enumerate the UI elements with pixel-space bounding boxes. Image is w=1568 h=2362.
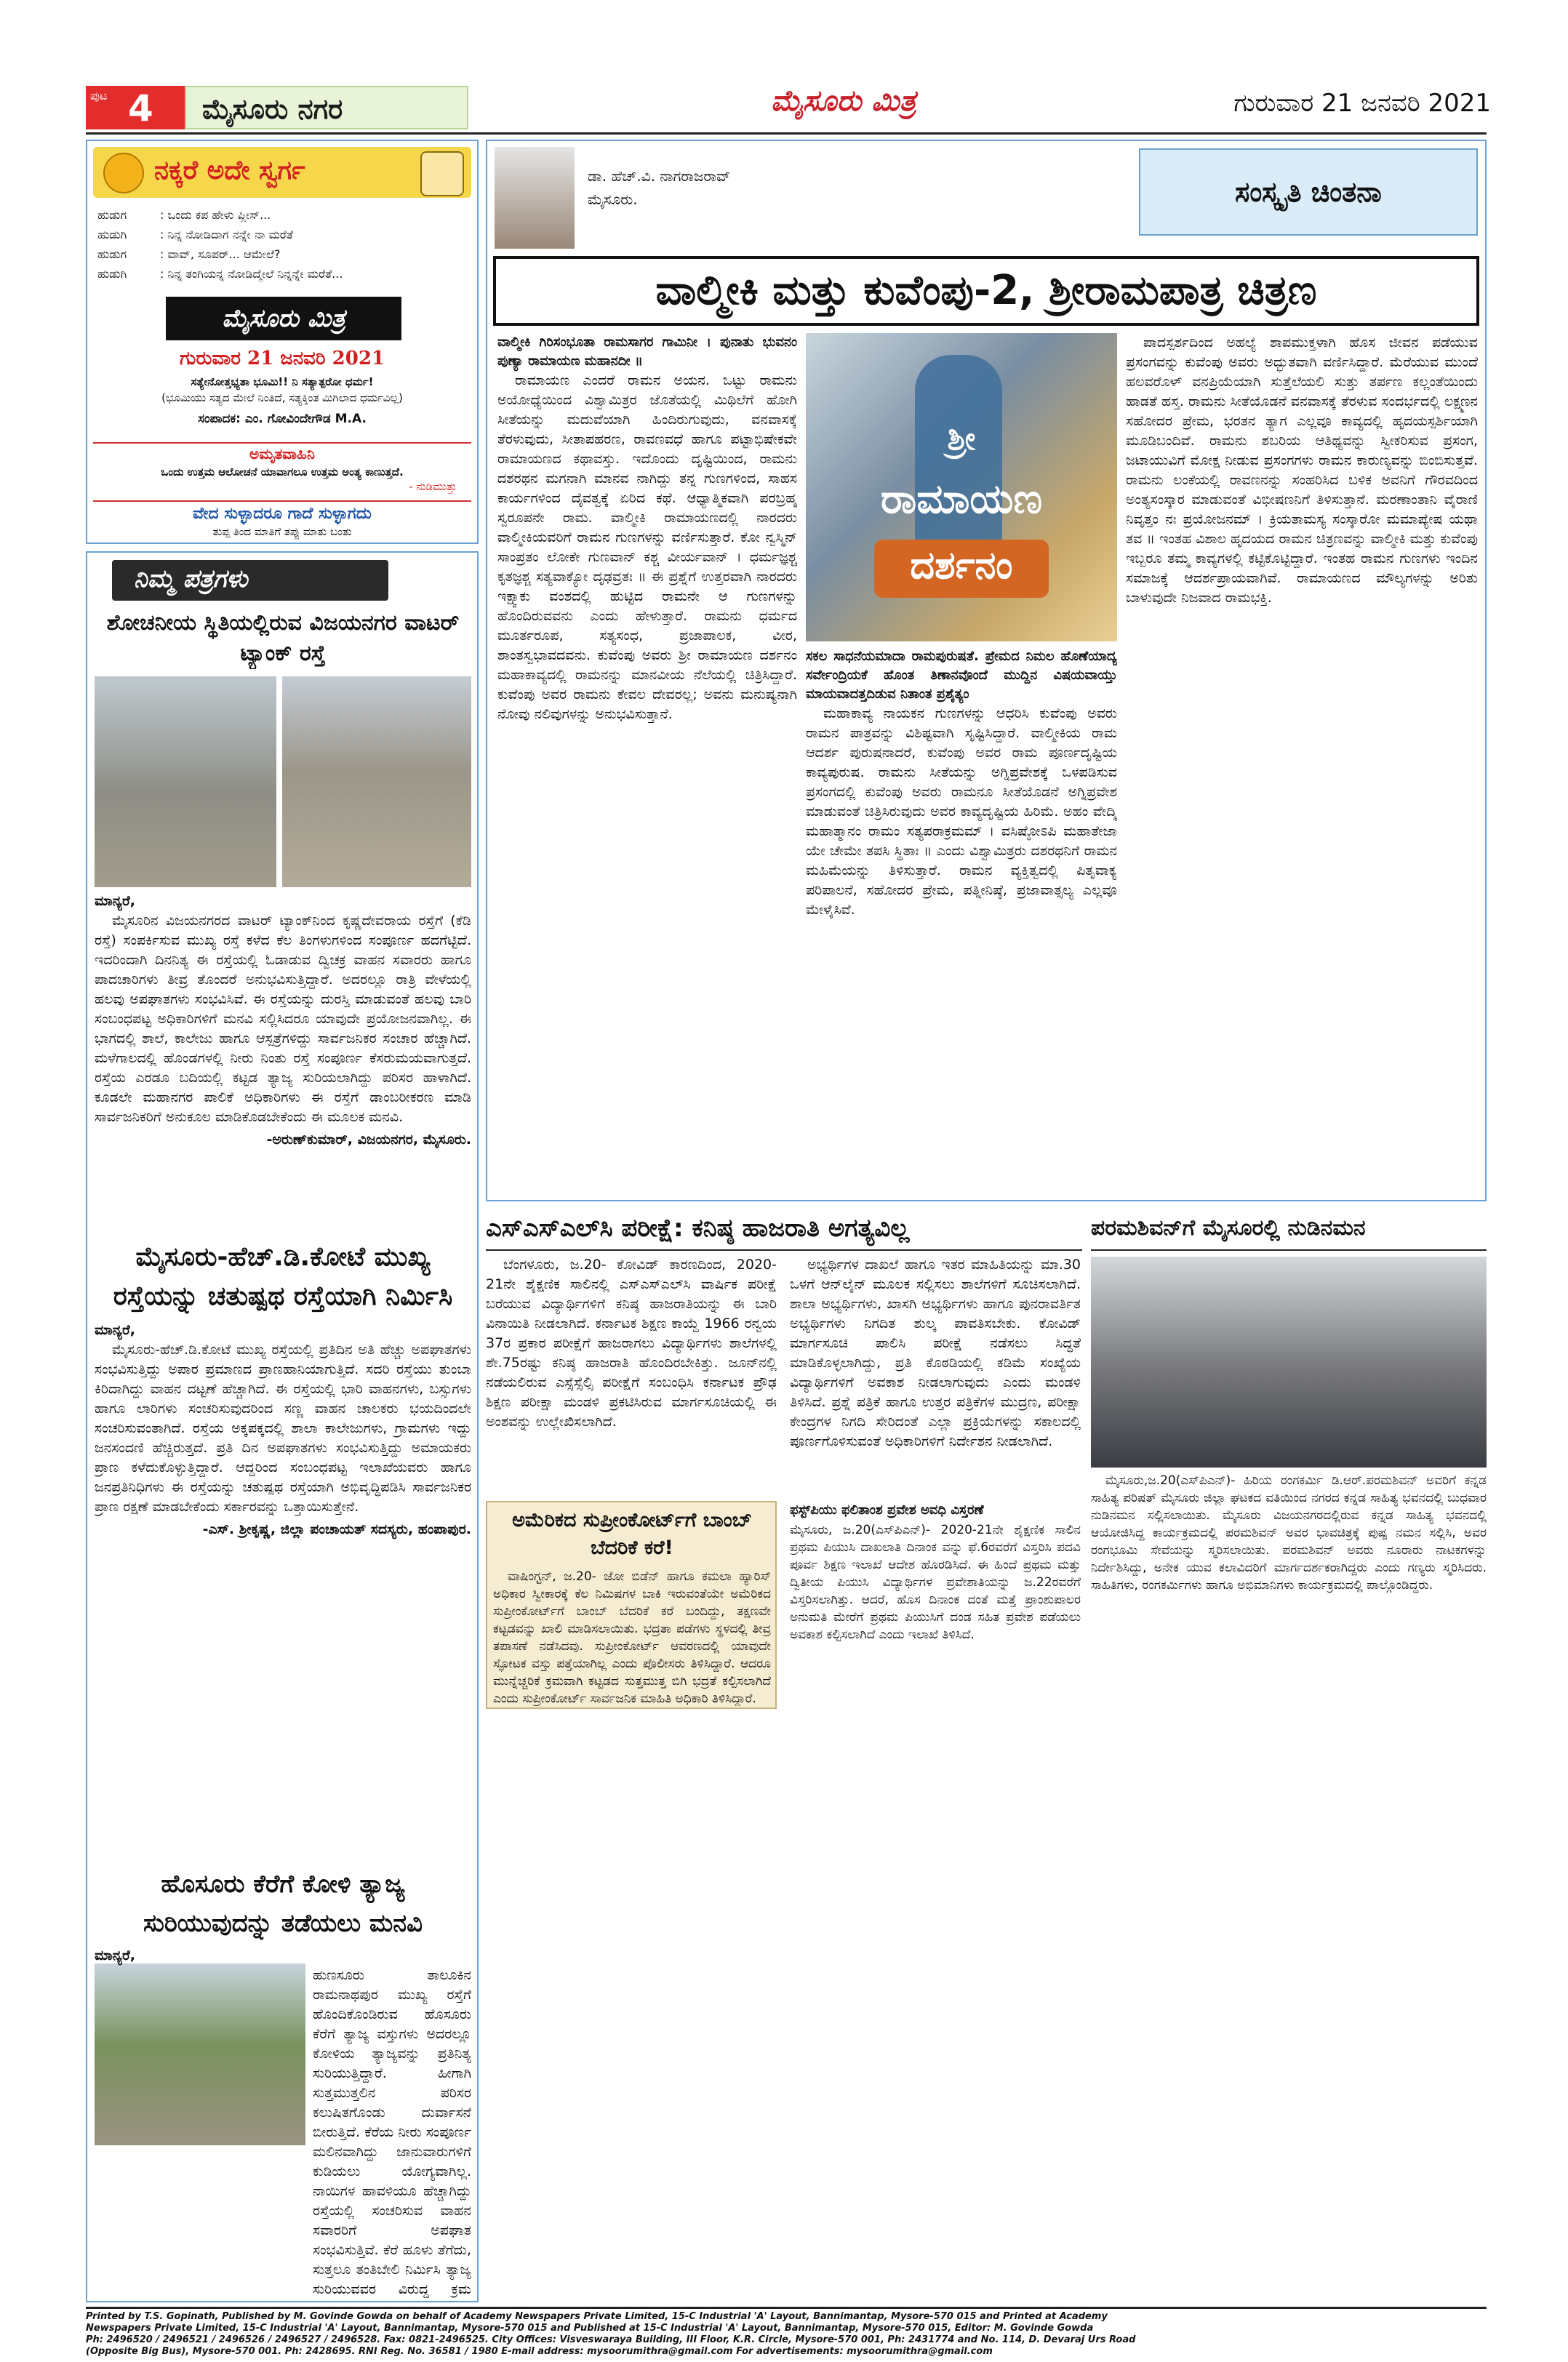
feature-col2: ಸಕಲ ಸಾಧನೆಯಮಾದಾ ರಾಮಪುರುಷತೆ. ಪ್ರೇಮದ ನಿಮಲ ಹೊಣೆಯಾದ್ಯ ಸರ್ವೇಂದ್ರಿಯಕೆ ಹೊಂತ ತಿಣಾನವೊಂದೆ ಮುದ್ದಿನ ವಿಷಯವಾಯ್ತು ಮಾಯವಾದತ್ತದಿಡುವ ನಿತಾಂತ ಪ್ರಶೈತ್ಯಂ ಮಹಾಕಾವ್ಯ ನಾಯಕನ ಗುಣಗಳನ್ನು ಆಧರಿಸಿ ಕುವೆಂಪು ಅವರು ರಾಮನ ಪಾತ್ರವನ್ನು ವಿಶಿಷ್ಟವಾಗಿ ಸೃಷ್ಟಿಸಿದ್ದಾರೆ. ವಾಲ್ಮೀಕಿಯ ರಾಮ ಆದರ್ಶ ಪುರುಷನಾದರೆ, ಕುವೆಂಪು ಅವರ ರಾಮ ಪೂರ್ಣದೃಷ್ಟಿಯ ಕಾವ್ಯಪುರುಷ. ರಾಮನು ಸೀತೆಯನ್ನು ಅಗ್ನಿಪ್ರವೇಶಕ್ಕೆ ಒಳಪಡಿಸುವ ಪ್ರಸಂಗದಲ್ಲಿ ಕುವೆಂಪು ಅವರು ರಾಮನೂ ಸೀತೆಯೊಡನೆ ಅಗ್ನಿಪ್ರವೇಶ ಮಾಡುವಂತೆ ಚಿತ್ರಿಸಿರುವುದು ಅವರ ಕಾವ್ಯದೃಷ್ಟಿಯ ಹಿರಿಮೆ. ಅಹಂ ವೇದ್ಮಿ ಮಹಾತ್ಮಾನಂ ರಾಮಂ ಸತ್ಯಪರಾಕ್ರಮಮ್ । ವಸಿಷ್ಠೋಽಪಿ ಮಹಾತೇಜಾ ಯೇ ಚೇಮೇ ತಪಸಿ ಸ್ಥಿತಾಃ ॥ ಎಂದು ವಿಶ್ವಾಮಿತ್ರರು ದಶರಥನಿಗೆ ರಾಮನ ಮಹಿಮೆಯನ್ನು ತಿಳಿಸುತ್ತಾರೆ. ರಾಮನ ವ್ಯಕ್ತಿತ್ವದಲ್ಲಿ ಪಿತೃವಾಕ್ಯ ಪರಿಪಾಲನೆ, ಸಹೋದರ ಪ್ರೇಮ, ಪತ್ನೀನಿಷ್ಠೆ, ಪ್ರಜಾವಾತ್ಸಲ್ಯ ಎಲ್ಲವೂ ಮೇಳೈಸಿವೆ. [806,649,1117,918]
section-tab [185,86,468,129]
letter1-title: ಶೋಚನೀಯ ಸ್ಥಿತಿಯಲ್ಲಿರುವ ವಿಜಯನಗರ ವಾಟರ್ ಟ್ಯಾಂಕ್ ರಸ್ತೆ [106,610,460,666]
masthead-logo [771,84,989,131]
letter2-body: ಮಾನ್ಯರೆ, ಮೈಸೂರು-ಹೆಚ್.ಡಿ.ಕೋಟೆ ಮುಖ್ಯ ರಸ್ತೆಯಲ್ಲಿ ಪ್ರತಿದಿನ ಅತಿ ಹೆಚ್ಚು ಅಪಘಾತಗಳು ಸಂಭವಿಸುತ್ತಿದ್ದು ಅಪಾರ ಪ್ರಮಾಣದ ಪ್ರಾಣಹಾನಿಯಾಗುತ್ತಿದೆ. ಸದರಿ ರಸ್ತೆಯು ತುಂಬಾ ಕಿರಿದಾಗಿದ್ದು ವಾಹನ ದಟ್ಟಣೆ ಹೆಚ್ಚಾಗಿದೆ. ಈ ರಸ್ತೆಯಲ್ಲಿ ಭಾರಿ ವಾಹನಗಳು, ಬಸ್ಸುಗಳು ಹಾಗೂ ಲಾರಿಗಳು ಸಂಚರಿಸುವುದರಿಂದ ಸಣ್ಣ ವಾಹನ ಚಾಲಕರು ಭಯದಿಂದಲೇ ಸಂಚರಿಸುವಂತಾಗಿದೆ. ರಸ್ತೆಯ ಅಕ್ಕಪಕ್ಕದಲ್ಲಿ ಶಾಲಾ ಕಾಲೇಜುಗಳು, ಗ್ರಾಮಗಳು ಇದ್ದು ಜನಸಂದಣಿ ಹೆಚ್ಚಿರುತ್ತದೆ. ಪ್ರತಿ ದಿನ ಅಪಘಾತಗಳು ಸಂಭವಿಸುತ್ತಿದ್ದು ಅಮಾಯಕರು ಪ್ರಾಣ ಕಳೆದುಕೊಳ್ಳುತ್ತಿದ್ದಾರೆ. ಆದ್ದರಿಂದ ಸಂಬಂಧಪಟ್ಟ ಇಲಾಖೆಯವರು ಹಾಗೂ ಜನಪ್ರತಿನಿಧಿಗಳು ಈ ರಸ್ತೆಯನ್ನು ಚತುಷ್ಪಥ ರಸ್ತೆಯಾಗಿ ಅಭಿವೃದ್ಧಿಪಡಿಸಿ ಸಾರ್ವಜನಿಕರ ಪ್ರಾಣ ರಕ್ಷಣೆ ಮಾಡಬೇಕೆಂದು ಸರ್ಕಾರವನ್ನು ಒತ್ತಾಯಿಸುತ್ತೇನೆ. -ಎಸ್. ಶ್ರೀಕೃಷ್ಣ, ಜಿಲ್ಲಾ ಪಂಚಾಯತ್ ಸದಸ್ಯರು, ಹಂಪಾಪುರ. [95,1322,471,1537]
author-photo [495,147,575,249]
page-number-box [86,86,185,129]
laughing-face-icon [103,153,144,193]
sslc-news [486,1207,1082,1709]
court-news-box [486,1501,777,1709]
page-number: 4 [128,87,153,129]
masthead-date [1200,89,1491,129]
letter2-title: ಮೈಸೂರು-ಹೆಚ್.ಡಿ.ಕೋಟೆ ಮುಖ್ಯ ರಸ್ತೆಯನ್ನು ಚತುಷ್ಪಥ ರಸ್ತೆಯಾಗಿ ನಿರ್ಮಿಸಿ [113,1242,453,1311]
date-text: ಗುರುವಾರ 21 ಜನವರಿ 2021 [1233,89,1491,118]
section-title: ಮೈಸೂರು ನಗರ [202,93,343,125]
footer-imprint: Printed by T.S. Gopinath, Published by M. Govinde Gowda on behalf of Academy Newspapers Private Limited, 15-C Industrial 'A' Layout, Bannimantap, Mysore-570 015 and Printed at Academy Newspapers Private Limited, 15-C Industrial 'A' Layout, Bannimantap, Mysore-570 015 and Published at 15-C Industrial 'A' Layout, Bannimantap, Mysore-570 015, Editor: M. Govinde Gowda Ph: 2496520 / 2496521 / 2496526 / 2496527 / 2496528. Fax: 0821-2496525. City Offices: Visveswaraya Building, III Floor, K.R. Circle, Mysore-570 001, Ph: 2431774 and No. 114, D. Devaraj Urs Road (Opposite Big Bus), Mysore-570 001. Ph: 2428695. RNI Reg. No. 36581 / 1980 E-mail address: mysoorumithra@gmail.com For advertisements: mysoorumithra@gmail.com [86,2311,1136,2357]
joke-list [97,205,470,292]
sslc-body-col2: ಅಭ್ಯರ್ಥಿಗಳ ದಾಖಲೆ ಹಾಗೂ ಇತರ ಮಾಹಿತಿಯನ್ನು ಮಾ.30 ಒಳಗೆ ಆನ್‌ಲೈನ್ ಮೂಲಕ ಸಲ್ಲಿಸಲು ಶಾಲೆಗಳಿಗೆ ಸೂಚಿಸಲಾಗಿದೆ. ಶಾಲಾ ಅಭ್ಯರ್ಥಿಗಳು, ಖಾಸಗಿ ಅಭ್ಯರ್ಥಿಗಳು ಹಾಗೂ ಪುನರಾವರ್ತಿತ ಅಭ್ಯರ್ಥಿಗಳು ನಿಗದಿತ ಶುಲ್ಕ ಪಾವತಿಸಬೇಕು. ಕೋವಿಡ್ ಮಾರ್ಗಸೂಚಿ ಪಾಲಿಸಿ ಪರೀಕ್ಷೆ ನಡೆಸಲು ಸಿದ್ಧತೆ ಮಾಡಿಕೊಳ್ಳಲಾಗಿದ್ದು, ಪ್ರತಿ ಕೊಠಡಿಯಲ್ಲಿ ಕಡಿಮೆ ಸಂಖ್ಯೆಯ ವಿದ್ಯಾರ್ಥಿಗಳಿಗೆ ಅವಕಾಶ ನೀಡಲಾಗುವುದು ಎಂದು ಮಂಡಳಿ ತಿಳಿಸಿದೆ. ಪ್ರಶ್ನೆ ಪತ್ರಿಕೆ ಹಾಗೂ ಉತ್ತರ ಪತ್ರಿಕೆಗಳ ಮುದ್ರಣ, ಪರೀಕ್ಷಾ ಕೇಂದ್ರಗಳ ನಿಗದಿ ಸೇರಿದಂತೆ ಎಲ್ಲಾ ಪ್ರಕ್ರಿಯೆಗಳನ್ನು ಸಕಾಲದಲ್ಲಿ ಪೂರ್ಣಗೊಳಿಸುವಂತೆ ಅಧಿಕಾರಿಗಳಿಗೆ ನಿರ್ದೇಶನ ನೀಡಲಾಗಿದೆ. [790,1257,1081,1449]
sslc-headline: ಎಸ್‌ಎಸ್‌ಎಲ್‌ಸಿ ಪರೀಕ್ಷೆ: ಕನಿಷ್ಠ ಹಾಜರಾತಿ ಅಗತ್ಯವಿಲ್ಲ [486,1207,1082,1251]
pu-body: ಮೈಸೂರು, ಜ.20(ಎಸ್‌ಪಿಎನ್)- 2020-21ನೇ ಶೈಕ್ಷಣಿಕ ಸಾಲಿನ ಪ್ರಥಮ ಪಿಯುಸಿ ದಾಖಲಾತಿ ದಿನಾಂಕ ವನ್ನು ಫೆ.6ರವರೆಗೆ ವಿಸ್ತರಿಸಿ ಪದವಿ ಪೂರ್ವ ಶಿಕ್ಷಣ ಇಲಾಖೆ ಆದೇಶ ಹೊರಡಿಸಿದೆ. ಈ ಹಿಂದೆ ಪ್ರಥಮ ಮತ್ತು ದ್ವಿತೀಯ ಪಿಯುಸಿ ವಿದ್ಯಾರ್ಥಿಗಳ ಪ್ರವೇಶಾತಿಯನ್ನು ಜ.22ರವರೆಗೆ ವಿಸ್ತರಿಸಲಾಗಿತ್ತು. ಆದರೆ, ಹೊಸ ದಿನಾಂಕ ದಂತೆ ಮತ್ತೆ ಪ್ರಾಂಶುಪಾಲರ ಅನುಮತಿ ಮೇರೆಗೆ ಪ್ರಥಮ ಪಿಯುಸಿಗೆ ದಂಡ ಸಹಿತ ಪ್ರವೇಶ ಪಡೆಯಲು ಅವಕಾಶ ಕಲ್ಪಿಸಲಾಗಿದೆ ಎಂದು ಇಲಾಖೆ ತಿಳಿಸಿದೆ. [790,1523,1081,1642]
humor-header [93,147,471,198]
masthead-rule [86,132,1487,135]
column-title-box: ಸಂಸ್ಕೃತಿ ಚಿಂತನಾ [1139,148,1478,236]
humor-box [86,140,479,544]
paper-logo-text: ಮೈಸೂರು ಮಿತ್ರ [771,84,916,118]
proverb-box: ವೇದ ಸುಳ್ಳಾದರೂ ಗಾದೆ ಸುಳ್ಳಾಗದು ತುಪ್ಪ ತಿಂದ ಮಾತಿಗೆ ತಪ್ಪು ಮಾತು ಬಂತು [193,505,372,538]
paramashivan-photo [1091,1257,1487,1468]
page-label: ಪುಟ [90,89,108,103]
joke-line: ಹುಡುಗಿ : ನಿನ್ನ ನೋಡಿದಾಗ ನನ್ನೇ ನಾ ಮರೆತೆ [97,228,294,241]
paramashivan-news [1091,1207,1487,1709]
letter1-photo-right [282,676,471,887]
letters-box [86,551,479,2302]
feature-col1: ವಾಲ್ಮೀಕಿ ಗಿರಿಸಂಭೂತಾ ರಾಮಸಾಗರ ಗಾಮಿನೀ । ಪುನಾತು ಭುವನಂ ಪುಣ್ಯಾ ರಾಮಾಯಣ ಮಹಾನದೀ ॥ ರಾಮಾಯಣ ಎಂದರೆ ರಾಮನ ಅಯನ. ಒಟ್ಟು ರಾಮನು ಅಯೋಧ್ಯೆಯಿಂದ ವಿಶ್ವಾಮಿತ್ರರ ಜೊತೆಯಲ್ಲಿ ಮಿಥಿಲೆಗೆ ಹೋಗಿ ಸೀತೆಯನ್ನು ಮದುವೆಯಾಗಿ ಹಿಂದಿರುಗುವುದು, ವನವಾಸಕ್ಕೆ ತೆರಳುವುದು, ಸೀತಾಪಹರಣ, ರಾವಣವಧೆ ಹಾಗೂ ಪಟ್ಟಾಭಿಷೇಕವೇ ರಾಮಾಯಣದ ಕಥಾವಸ್ತು. ಇದೊಂದು ದೃಷ್ಟಿಯಿಂದ, ರಾಮನು ದಶರಥನ ಮಗನಾಗಿ ಮಾನವ ನಾಗಿದ್ದು ತನ್ನ ಗುಣಗಳಿಂದ, ಸಾಹಸ ಕಾರ್ಯಗಳಿಂದ ದೈವತ್ವಕ್ಕೆ ಏರಿದ ಕಥೆ. ಆಧ್ಯಾತ್ಮಿಕವಾಗಿ ಪರಬ್ರಹ್ಮ ಸ್ವರೂಪನೇ ರಾಮ. ವಾಲ್ಮೀಕಿ ರಾಮಾಯಣದಲ್ಲಿ ನಾರದರು ವಾಲ್ಮೀಕಿಯವರಿಗೆ ರಾಮನ ಗುಣಗಳನ್ನು ವರ್ಣಿಸುತ್ತಾರೆ. ಕೋ ನ್ವಸ್ಮಿನ್ ಸಾಂಪ್ರತಂ ಲೋಕೇ ಗುಣವಾನ್ ಕಶ್ಚ ವೀರ್ಯವಾನ್ । ಧರ್ಮಜ್ಞಶ್ಚ ಕೃತಜ್ಞಶ್ಚ ಸತ್ಯವಾಕ್ಯೋ ದೃಢವ್ರತಃ ॥ ಈ ಪ್ರಶ್ನೆಗೆ ಉತ್ತರವಾಗಿ ನಾರದರು ಇಕ್ಷ್ವಾಕು ವಂಶದಲ್ಲಿ ಹುಟ್ಟಿದ ರಾಮನೇ ಆ ಗುಣಗಳನ್ನು ಹೊಂದಿರುವವನು ಎಂದು ಹೇಳುತ್ತಾರೆ. ರಾಮನು ಧರ್ಮದ ಮೂರ್ತರೂಪ, ಸತ್ಯಸಂಧ, ಪ್ರಜಾಪಾಲಕ, ವೀರ, ಶಾಂತಸ್ವಭಾವದವನು. ಕುವೆಂಪು ಅವರು ಶ್ರೀ ರಾಮಾಯಣ ದರ್ಶನಂ ಮಹಾಕಾವ್ಯದಲ್ಲಿ ರಾಮನನ್ನು ಮಾನವೀಯ ನೆಲೆಯಲ್ಲಿ ಚಿತ್ರಿಸಿದ್ದಾರೆ. ಕುವೆಂಪು ಅವರ ರಾಮನು ಕೇವಲ ದೇವರಲ್ಲ; ಅವನು ಮನುಷ್ಯನಾಗಿ ನೋವು ನಲಿವುಗಳನ್ನು ಅನುಭವಿಸುತ್ತಾನೆ. [497,335,797,722]
feature-headline: ವಾಲ್ಮೀಕಿ ಮತ್ತು ಕುವೆಂಪು-2, ಶ್ರೀರಾಮಪಾತ್ರ ಚಿತ್ರಣ [493,256,1479,326]
court-headline: ಅಮೆರಿಕದ ಸುಪ್ರೀಂಕೋರ್ಟ್‌ಗೆ ಬಾಂಬ್ ಬೆದರಿಕೆ ಕರೆ! [512,1509,752,1559]
letter1-photo-left [95,676,276,887]
humor-title: ನಕ್ಕರೆ ಅದೇ ಸ್ವರ್ಗ [154,156,305,185]
imprint-editor: ಸಂಪಾದಕ: ಎಂ. ಗೋವಿಂದೇಗೌಡ M.A. [198,412,367,426]
feature-box [486,140,1487,1201]
ramayana-image [806,333,1117,641]
amrutavahini-title: ಅಮೃತವಾಹಿನಿ [249,445,315,463]
image-title-3: ದರ್ಶನಂ [910,544,1013,588]
amrutavahini-box: ಅಮೃತವಾಹಿನಿ ಒಂದು ಉತ್ತಮ ಆಲೋಚನೆ ಯಾವಾಗಲೂ ಉತ್ತಮ ಅಂತ್ಯ ಕಾಣುತ್ತದೆ. - ನುಡಿಮುತ್ತು [93,442,471,502]
sslc-body-col1: ಬೆಂಗಳೂರು, ಜ.20- ಕೋವಿಡ್ ಕಾರಣದಿಂದ, 2020-21ನೇ ಶೈಕ್ಷಣಿಕ ಸಾಲಿನಲ್ಲಿ ಎಸ್‌ಎಸ್‌ಎಲ್‌ಸಿ ವಾರ್ಷಿಕ ಪರೀಕ್ಷೆ ಬರೆಯುವ ವಿದ್ಯಾರ್ಥಿಗಳಿಗೆ ಕನಿಷ್ಠ ಹಾಜರಾತಿಯನ್ನು ಈ ಬಾರಿ ವಿನಾಯಿತಿ ನೀಡಲಾಗಿದೆ. ಕರ್ನಾಟಕ ಶಿಕ್ಷಣ ಕಾಯ್ದೆ 1966 ರನ್ವಯ 37ರ ಪ್ರಕಾರ ಪರೀಕ್ಷೆಗೆ ಹಾಜರಾಗಲು ವಿದ್ಯಾರ್ಥಿಗಳು ಶಾಲೆಗಳಲ್ಲಿ ಶೇ.75ರಷ್ಟು ಕನಿಷ್ಠ ಹಾಜರಾತಿ ಹೊಂದಿರಬೇಕಿತ್ತು. ಜೂನ್‌ನಲ್ಲಿ ನಡೆಯಲಿರುವ ಎಸ್ಸೆಸ್ಸೆಲ್ಸಿ ಪರೀಕ್ಷೆಗೆ ಸಂಬಂಧಿಸಿ ಕರ್ನಾಟಕ ಪ್ರೌಢ ಶಿಕ್ಷಣ ಪರೀಕ್ಷಾ ಮಂಡಳಿ ಪ್ರಕಟಿಸಿರುವ ಮಾರ್ಗಸೂಚಿಯಲ್ಲಿ ಈ ಅಂಶವನ್ನು ಉಲ್ಲೇಖಿಸಲಾಗಿದೆ. [486,1257,777,1430]
footer-rule [86,2307,1487,2309]
image-title-2: ರಾಮಾಯಣ [880,476,1043,523]
feature-col3: ಪಾದಸ್ಪರ್ಶದಿಂದ ಅಹಲ್ಯೆ ಶಾಪಮುಕ್ತಳಾಗಿ ಹೊಸ ಜೀವನ ಪಡೆಯುವ ಪ್ರಸಂಗವನ್ನು ಕುವೆಂಪು ಅವರು ಅದ್ಭುತವಾಗಿ ವರ್ಣಿಸಿದ್ದಾರೆ. ಮೆರೆಯುವ ಮುಂದೆ ಹಲವರೊಳ್ ವನಪ್ರಿಯೆಯಾಗಿ ಸುತ್ತೆಲೆಯಲಿ ಸುತ್ತು ತರ್ಪಣ ಕಲ್ಲಂತೆಯಿಂದು ಹಾಡತೆ ಹಸ್ತ. ರಾಮನು ಸೀತೆಯೊಡನೆ ವನವಾಸಕ್ಕೆ ತೆರಳುವ ಸಂದರ್ಭದಲ್ಲಿ ಲಕ್ಷ್ಮಣನ ಸಹೋದರ ಪ್ರೇಮ, ಭರತನ ತ್ಯಾಗ ಎಲ್ಲವೂ ಕಾವ್ಯದಲ್ಲಿ ಹೃದಯಸ್ಪರ್ಶಿಯಾಗಿ ಮೂಡಿಬಂದಿವೆ. ರಾಮನು ಶಬರಿಯ ಆತಿಥ್ಯವನ್ನು ಸ್ವೀಕರಿಸುವ ಪ್ರಸಂಗ, ಜಟಾಯುವಿಗೆ ಮೋಕ್ಷ ನೀಡುವ ಪ್ರಸಂಗಗಳು ರಾಮನ ಕಾರುಣ್ಯವನ್ನು ಬಿಂಬಿಸುತ್ತವೆ. ರಾಮನು ಲಂಕೆಯಲ್ಲಿ ರಾವಣನನ್ನು ಸಂಹರಿಸಿದ ಬಳಿಕ ಅವನಿಗೆ ಗೌರವದಿಂದ ಅಂತ್ಯಸಂಸ್ಕಾರ ಮಾಡುವಂತೆ ವಿಭೀಷಣನಿಗೆ ತಿಳಿಸುತ್ತಾನೆ. ಮರಣಾಂತಾನಿ ವೈರಾಣಿ ನಿವೃತ್ತಂ ನಃ ಪ್ರಯೋಜನಮ್ । ಕ್ರಿಯತಾಮಸ್ಯ ಸಂಸ್ಕಾರೋ ಮಮಾಪ್ಯೇಷ ಯಥಾ ತವ ॥ ಇಂತಹ ವಿಶಾಲ ಹೃದಯದ ರಾಮನ ಚಿತ್ರಣವನ್ನು ವಾಲ್ಮೀಕಿ ಮತ್ತು ಕುವೆಂಪು ಇಬ್ಬರೂ ತಮ್ಮ ಕಾವ್ಯಗಳಲ್ಲಿ ಕಟ್ಟಿಕೊಟ್ಟಿದ್ದಾರೆ. ಇಂತಹ ರಾಮನ ಗುಣಗಳು ಇಂದಿನ ಸಮಾಜಕ್ಕೆ ಆದರ್ಶಪ್ರಾಯವಾಗಿವೆ. ರಾಮಾಯಣದ ಮೌಲ್ಯಗಳನ್ನು ಅರಿತು ಬಾಳುವುದೇ ನಿಜವಾದ ರಾಮಭಕ್ತಿ. [1126,335,1478,606]
paramashivan-headline: ಪರಮಶಿವನ್‌ಗೆ ಮೈಸೂರಲ್ಲಿ ನುಡಿನಮನ [1091,1207,1487,1251]
paper-logo-box [166,297,401,340]
pu-news [790,1501,1081,1709]
joke-line: ಹುಡುಗಿ : ನಿನ್ನ ತಂಗಿಯನ್ನ ನೋಡಿದ್ಮೇಲೆ ನಿನ್ನನ್ನೇ ಮರೆತೆ... [97,267,343,281]
letter1-body: ಮಾನ್ಯರೆ, ಮೈಸೂರಿನ ವಿಜಯನಗರದ ವಾಟರ್ ಟ್ಯಾಂಕ್‌ನಿಂದ ಕೃಷ್ಣದೇವರಾಯ ರಸ್ತೆಗೆ (ಕೆಡಿ ರಸ್ತೆ) ಸಂಪರ್ಕಿಸುವ ಮುಖ್ಯ ರಸ್ತೆ ಕಳೆದ ಕೆಲ ತಿಂಗಳುಗಳಿಂದ ಸಂಪೂರ್ಣ ಹದಗೆಟ್ಟಿದೆ. ಇದರಿಂದಾಗಿ ದಿನನಿತ್ಯ ಈ ರಸ್ತೆಯಲ್ಲಿ ಓಡಾಡುವ ದ್ವಿಚಕ್ರ ವಾಹನ ಸವಾರರು ಹಾಗೂ ಪಾದಚಾರಿಗಳು ತೀವ್ರ ತೊಂದರೆ ಅನುಭವಿಸುತ್ತಿದ್ದಾರೆ. ಅದರಲ್ಲೂ ರಾತ್ರಿ ವೇಳೆಯಲ್ಲಿ ಹಲವು ಅಪಘಾತಗಳು ಸಂಭವಿಸಿವೆ. ಈ ರಸ್ತೆಯನ್ನು ದುರಸ್ತಿ ಮಾಡುವಂತೆ ಹಲವು ಬಾರಿ ಸಂಬಂಧಪಟ್ಟ ಅಧಿಕಾರಿಗಳಿಗೆ ಮನವಿ ಸಲ್ಲಿಸಿದರೂ ಯಾವುದೇ ಪ್ರಯೋಜನವಾಗಿಲ್ಲ. ಈ ಭಾಗದಲ್ಲಿ ಶಾಲೆ, ಕಾಲೇಜು ಹಾಗೂ ಆಸ್ಪತ್ರೆಗಳಿದ್ದು ಸಾರ್ವಜನಿಕರ ಸಂಚಾರ ಹೆಚ್ಚಾಗಿದೆ. ಮಳೆಗಾಲದಲ್ಲಿ ಹೊಂಡಗಳಲ್ಲಿ ನೀರು ನಿಂತು ರಸ್ತೆ ಸಂಪೂರ್ಣ ಕೆಸರುಮಯವಾಗುತ್ತದೆ. ರಸ್ತೆಯ ಎರಡೂ ಬದಿಯಲ್ಲಿ ಕಟ್ಟಡ ತ್ಯಾಜ್ಯ ಸುರಿಯಲಾಗಿದ್ದು ಪರಿಸರ ಹಾಳಾಗಿದೆ. ಕೂಡಲೇ ಮಹಾನಗರ ಪಾಲಿಕೆ ಅಧಿಕಾರಿಗಳು ಈ ರಸ್ತೆಗೆ ಡಾಂಬರೀಕರಣ ಮಾಡಿ ಸಾರ್ವಜನಿಕರಿಗೆ ಅನುಕೂಲ ಮಾಡಿಕೊಡಬೇಕೆಂದು ಈ ಮೂಲಕ ಮನವಿ. -ಅರುಣ್‌ಕುಮಾರ್, ವಿಜಯನಗರ, ಮೈಸೂರು. [95,893,471,1148]
imprint-motto: ಸತ್ಯೇನೋತ್ತಭ್ಯತಾ ಭೂಮಿ!! ನಿ ಸತ್ಯಾತ್ಪರೋ ಧರ್ಮ! (ಭೂಮಿಯು ಸತ್ಯದ ಮೇಲೆ ನಿಂತಿದೆ, ಸತ್ಯಕ್ಕಿಂತ ಮಿಗಿಲಾದ ಧರ್ಮವಿಲ್ಲ) [161,375,403,404]
letter3-body: ಮಾನ್ಯರೆ, ಹುಣಸೂರು ತಾಲೂಕಿನ ರಾಮನಾಥಪುರ ಮುಖ್ಯ ರಸ್ತೆಗೆ ಹೊಂದಿಕೊಂಡಿರುವ ಹೊಸೂರು ಕೆರೆಗೆ ತ್ಯಾಜ್ಯ ವಸ್ತುಗಳು ಅದರಲ್ಲೂ ಕೋಳಿಯ ತ್ಯಾಜ್ಯವನ್ನು ಪ್ರತಿನಿತ್ಯ ಸುರಿಯುತ್ತಿದ್ದಾರೆ. ಹೀಗಾಗಿ ಸುತ್ತಮುತ್ತಲಿನ ಪರಿಸರ ಕಲುಷಿತಗೊಂಡು ದುರ್ವಾಸನೆ ಬೀರುತ್ತಿದೆ. ಕೆರೆಯ ನೀರು ಸಂಪೂರ್ಣ ಮಲಿನವಾಗಿದ್ದು ಜಾನುವಾರುಗಳಿಗೆ ಕುಡಿಯಲು ಯೋಗ್ಯವಾಗಿಲ್ಲ. ನಾಯಿಗಳ ಹಾವಳಿಯೂ ಹೆಚ್ಚಾಗಿದ್ದು ರಸ್ತೆಯಲ್ಲಿ ಸಂಚರಿಸುವ ವಾಹನ ಸವಾರರಿಗೆ ಅಪಘಾತ ಸಂಭವಿಸುತ್ತಿವೆ. ಕೆರೆ ಹೂಳು ತೆಗೆದು, ಸುತ್ತಲೂ ತಂತಿಬೇಲಿ ನಿರ್ಮಿಸಿ ತ್ಯಾಜ್ಯ ಸುರಿಯುವವರ ವಿರುದ್ಧ ಕ್ರಮ [95,1947,471,2297]
imprint-date: ಗುರುವಾರ 21 ಜನವರಿ 2021 [179,348,385,369]
paper-logo-small: ಮೈಸೂರು ಮಿತ್ರ [222,304,345,333]
author-name: ಡಾ. ಹೆಚ್.ವಿ. ನಾಗರಾಜರಾವ್ ಮೈಸೂರು. [588,167,731,208]
letters-header: ನಿಮ್ಮ ಪತ್ರಗಳು [112,560,388,601]
letter3-title: ಹೊಸೂರು ಕೆರೆಗೆ ಕೋಳಿ ತ್ಯಾಜ್ಯ ಸುರಿಯುವುದನ್ನು ತಡೆಯಲು ಮನವಿ [143,1870,423,1938]
image-title-1: ಶ್ರೀ [947,420,976,457]
paramashivan-body: ಮೈಸೂರು,ಜ.20(ಎಸ್‌ಪಿಎನ್)- ಹಿರಿಯ ರಂಗಕರ್ಮಿ ಡಿ.ಆರ್.ಪರಮಶಿವನ್ ಅವರಿಗೆ ಕನ್ನಡ ಸಾಹಿತ್ಯ ಪರಿಷತ್ ಮೈಸೂರು ಜಿಲ್ಲಾ ಘಟಕದ ವತಿಯಿಂದ ನಗರದ ಕನ್ನಡ ಸಾಹಿತ್ಯ ಭವನದಲ್ಲಿ ಬುಧವಾರ ನುಡಿನಮನ ಸಲ್ಲಿಸಲಾಯಿತು. ಮೈಸೂರು ವಿಜಯನಗರದಲ್ಲಿರುವ ಕನ್ನಡ ಸಾಹಿತ್ಯ ಭವನದಲ್ಲಿ ಆಯೋಜಿಸಿದ್ದ ಕಾರ್ಯಕ್ರಮದಲ್ಲಿ ಪರಮಶಿವನ್ ಅವರ ಭಾವಚಿತ್ರಕ್ಕೆ ಪುಷ್ಪ ನಮನ ಸಲ್ಲಿಸಿ, ಅವರ ರಂಗಭೂಮಿ ಸೇವೆಯನ್ನು ಸ್ಮರಿಸಲಾಯಿತು. ಪರಮಶಿವನ್ ಅವರು ನೂರಾರು ನಾಟಕಗಳನ್ನು ನಿರ್ದೇಶಿಸಿದ್ದು, ಅನೇಕ ಯುವ ಕಲಾವಿದರಿಗೆ ಮಾರ್ಗದರ್ಶಕರಾಗಿದ್ದರು ಎಂದು ಗಣ್ಯರು ಸ್ಮರಿಸಿದರು. ಸಾಹಿತಿಗಳು, ರಂಗಕರ್ಮಿಗಳು ಹಾಗೂ ಅಭಿಮಾನಿಗಳು ಕಾರ್ಯಕ್ರಮದಲ್ಲಿ ಪಾಲ್ಗೊಂಡಿದ್ದರು. [1091,1473,1487,1593]
joke-line: ಹುಡುಗ : ವಾವ್, ಸೂಪರ್... ಆಮೇಲೆ? [97,247,281,261]
pu-headline: ಫಸ್ಟ್‌ಪಿಯು ಫಲಿತಾಂಶ ಪ್ರವೇಶ ಅವಧಿ ವಿಸ್ತರಣೆ [790,1502,984,1518]
cartoon-icon [420,151,464,196]
court-body: ವಾಷಿಂಗ್ಟನ್, ಜ.20- ಜೋ ಬಿಡೆನ್ ಹಾಗೂ ಕಮಲಾ ಹ್ಯಾರಿಸ್ ಅಧಿಕಾರ ಸ್ವೀಕಾರಕ್ಕೆ ಕೆಲ ನಿಮಿಷಗಳ ಬಾಕಿ ಇರುವಂತೆಯೇ ಅಮೆರಿಕದ ಸುಪ್ರೀಂಕೋರ್ಟ್‌ಗೆ ಬಾಂಬ್ ಬೆದರಿಕೆ ಕರೆ ಬಂದಿದ್ದು, ತಕ್ಷಣವೇ ಕಟ್ಟಡವನ್ನು ಖಾಲಿ ಮಾಡಿಸಲಾಯಿತು. ಭದ್ರತಾ ಪಡೆಗಳು ಸ್ಥಳದಲ್ಲಿ ತೀವ್ರ ತಪಾಸಣೆ ನಡೆಸಿದವು. ಸುಪ್ರೀಂಕೋರ್ಟ್ ಆವರಣದಲ್ಲಿ ಯಾವುದೇ ಸ್ಫೋಟಕ ವಸ್ತು ಪತ್ತೆಯಾಗಿಲ್ಲ ಎಂದು ಪೊಲೀಸರು ತಿಳಿಸಿದ್ದಾರೆ. ಆದರೂ ಮುನ್ನೆಚ್ಚರಿಕೆ ಕ್ರಮವಾಗಿ ಕಟ್ಟಡದ ಸುತ್ತಮುತ್ತ ಬಿಗಿ ಭದ್ರತೆ ಕಲ್ಪಿಸಲಾಗಿದೆ ಎಂದು ಸುಪ್ರೀಂಕೋರ್ಟ್ ಸಾರ್ವಜನಿಕ ಮಾಹಿತಿ ಅಧಿಕಾರಿ ತಿಳಿಸಿದ್ದಾರೆ. [493,1569,771,1706]
joke-line: ಹುಡುಗ : ಒಂದು ಕಪ ಹೇಳು ಪ್ಲೀಸ್... [97,208,271,222]
